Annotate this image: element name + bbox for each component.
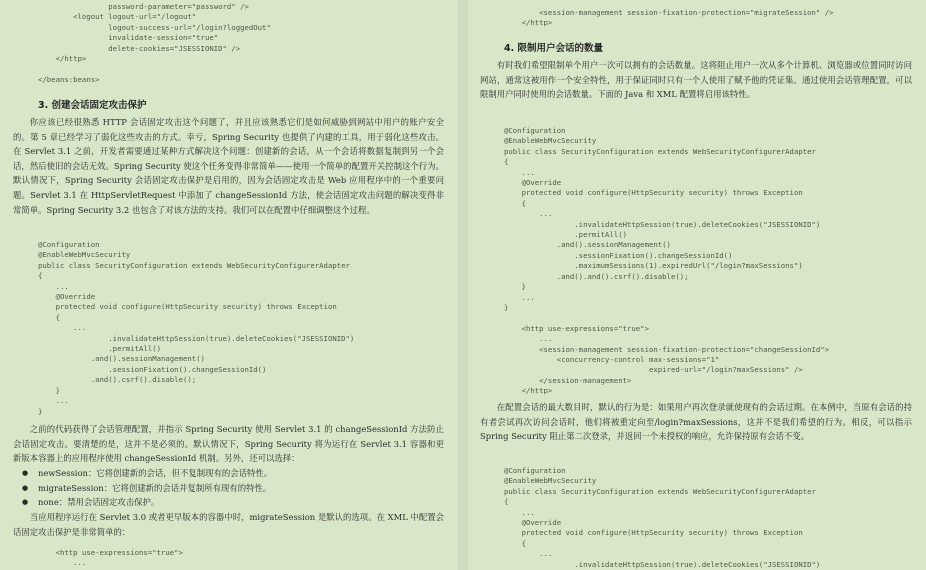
paragraph-limit-sessions-intro: 有时我们希望限制单个用户一次可以拥有的会话数量。这将阻止用户一次从多个计算机、浏览器或位置同时访问网站，通常这被用作一个安全特性，用于保证同时只有一个人使用了赋予他的凭证集。通过使用会话管理配置，可以限制用户同时使用的会话数量。下面的 Java 和 XML 配置将启用该特性。 [480,60,912,100]
right-page [468,0,926,570]
code-block-migrate-session: <session-management session-fixation-protection="migrateSession" /> </http> [521,8,834,28]
left-page [0,0,458,570]
list-item: ● newSession：它将创建新的会话，但不复制现有的会话特性。 [0,466,458,481]
section-heading-session-fixation: 3. 创建会话固定攻击保护 [38,100,147,111]
options-list [0,466,458,510]
list-item: ● migrateSession：它将创建新的会话并复制所有现有的特性。 [0,481,458,496]
paragraph-change-session-id: 之前的代码获得了会话管理配置，并指示 Spring Security 使用 Servlet 3.1 的 changeSessionId 方法防止会话固定攻击。要清楚的是，这并不是必须的。默认情况下，Spring Security 将为运行在 Servlet 3.1 容器和更新版本容器上的应用程序使用 changeSessionId 机制。另外，还可以选择： [13,424,444,464]
code-block-xml-http: <http use-expressions="true"> ... [55,548,183,568]
paragraph-session-fixation-intro: 你应该已经很熟悉 HTTP 会话固定攻击这个问题了，并且应该熟悉它们是如何威胁到网站中用户的账户安全的。第 5 章已经学习了弱化这些攻击的方式。幸亏，Spring Security 也提供了内建的工具，用于弱化这些攻击。在 Servlet 3.1 之前，开发者需要通过某种方式解决这个问题：创建新的会话，从一个会话将数据复制到另一个会话，然后使旧的会话无效。Spring Security 使这个任务变得非常简单——使用一个简单的配置开关控制这个行为。默认情况下，Spring Security 会话固定攻击保护是启用的，因为会话固定攻击是 Web 应用程序中的一个重要问题。Servlet 3.1 在 HttpServletRequest 中添加了 changeSessionId 方法，使会话固定攻击问题的解决变得非常简单。Spring Security 3.2 也包含了对该方法的支持。我们可以在配置中仔细调整这个过程。 [13,117,444,215]
code-block-logout-config: password-parameter="password" /> <logout logout-url="/logout" logout-success-url="/login?loggedOut" invalidate-session="true" delete-cookies="JSESSIONID" /> </http> </beans:beans> [38,2,271,84]
page-gutter [458,0,468,570]
code-block-prevent-login: @Configuration @EnableWebMvcSecurity public class SecurityConfiguration extends WebSecurityConfigurerAdapter { ... @Override protected void configure(HttpSecurity security) throws Exception { ... .invalidateHttpSession(true).deleteCookies("JSESSIONID") [504,466,821,569]
paragraph-migrate-session: 当应用程序运行在 Servlet 3.0 或者更早版本的容器中时，migrateSession 是默认的选项。在 XML 中配置会话固定攻击保护是非常简单的： [13,512,444,537]
list-item: ● none：禁用会话固定攻击保护。 [0,495,458,510]
code-block-maximum-sessions: @Configuration @EnableWebMvcSecurity public class SecurityConfiguration extends WebSecurityConfigurerAdapter { ... @Override protected void configure(HttpSecurity security) throws Exception { ... .invalidateHttpSession(true).deleteCookies("JSESSIONID") .permitAll() .and().sessionManagement() .sessionFixation().changeSessionId() .maximumSessions(1).expiredUrl("/login?maxSessions") .and().and().csrf().disable(); } ... } <http use-expressions="true"> ... <session-management session-fixation-protection="changeSessionId"> <concurrency-control max-sessions="1" expired-url="/login?maxSessions" /> </session-management> </http> [504,126,830,396]
section-heading-limit-sessions: 4. 限制用户会话的数量 [504,43,604,54]
paragraph-expired-sessions: 在配置会话的最大数目时，默认的行为是：如果用户再次登录就使现有的会话过期。在本例中，当原有会话的持有者尝试再次访问会话时，他们将被重定向至/login?maxSessions，这并不是我们希望的行为。相反，可以指示 Spring Security 阻止第二次登录，并返回一个未授权的响应，允许保持原有会话不变。 [480,402,912,442]
code-block-change-session-id: @Configuration @EnableWebMvcSecurity public class SecurityConfiguration extends WebSecurityConfigurerAdapter { ... @Override protected void configure(HttpSecurity security) throws Exception { ... .invalidateHttpSession(true).deleteCookies("JSESSIONID") .permitAll() .and().sessionManagement() .sessionFixation().changeSessionId() .and().csrf().disable(); } ... } [38,240,355,416]
